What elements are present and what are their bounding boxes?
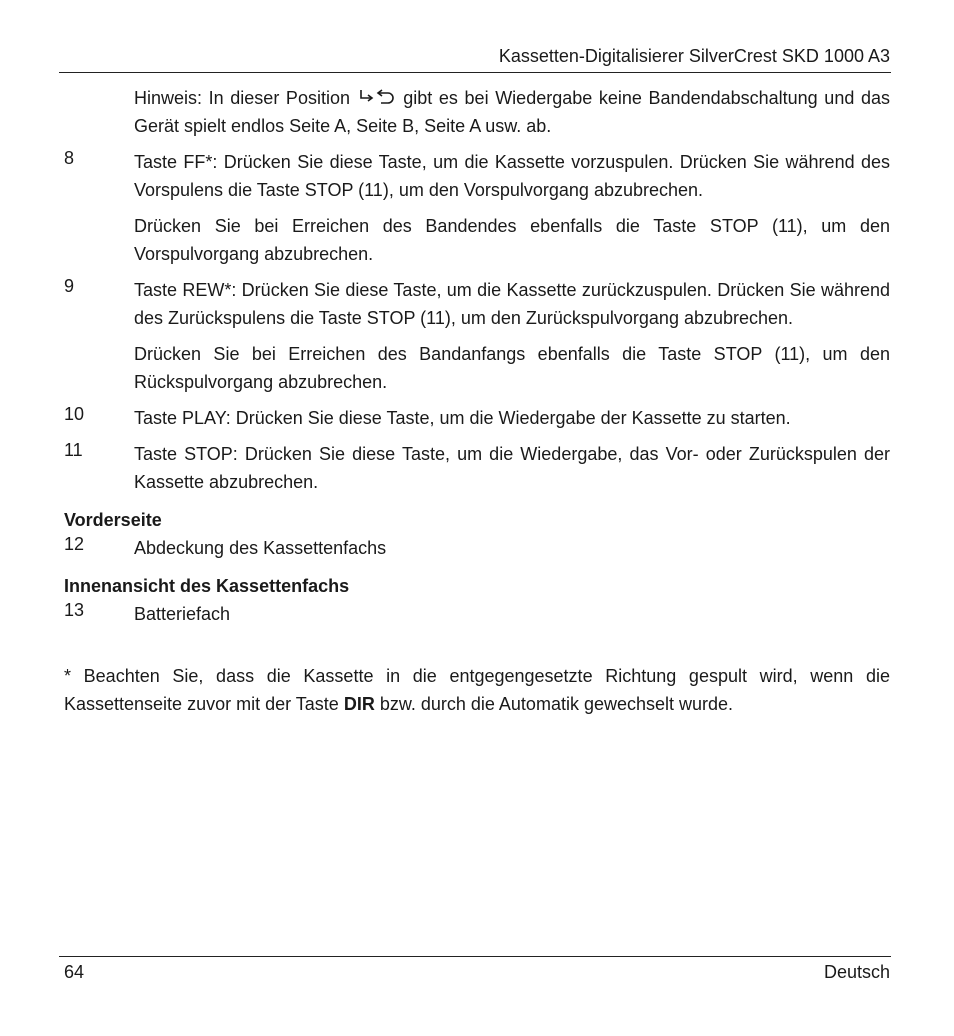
item-text: Batteriefach (134, 604, 231, 624)
item-8-note: Drücken Sie bei Erreichen des Bandendes ebenfalls die Taste STOP (11), um den Vorspulvorgang abzubrechen. (134, 216, 890, 264)
footer-language: Deutsch (823, 962, 890, 982)
item-number: 12 (64, 534, 85, 554)
hint-text-before: Hinweis: In dieser Position (134, 88, 350, 108)
footer-rule (59, 956, 891, 957)
footnote-text-before: * Beachten Sie, dass die Kassette in die entgegengesetzte Richtung gespult wird, wenn die Kassettenseite zuvor mit der Taste (64, 666, 890, 714)
item-number: 10 (64, 404, 85, 424)
item-text: Taste PLAY: Drücken Sie diese Taste, um die Wiedergabe der Kassette zu starten. (134, 408, 791, 428)
running-header-title: Kassetten-Digitalisierer SilverCrest SKD 1000 A3 (498, 46, 890, 66)
hint-paragraph (64, 84, 890, 140)
page-body (64, 84, 890, 718)
page-number: 64 (64, 962, 85, 982)
item-number: 11 (64, 440, 83, 460)
list-item-9 (64, 276, 890, 332)
item-number: 13 (64, 600, 85, 620)
item-text: Taste REW*: Drücken Sie diese Taste, um die Kassette zurückzuspulen. Drücken Sie während des Zurückspulens die Taste STOP (11), um den Zurückspulvorgang abzubrechen. (134, 280, 890, 328)
list-item-11 (64, 440, 890, 496)
item-number: 9 (64, 276, 75, 296)
item-text: Abdeckung des Kassettenfachs (134, 538, 387, 558)
section-heading-vorderseite: Vorderseite (64, 510, 162, 530)
loop-mode-icon (357, 86, 397, 104)
item-number: 8 (64, 148, 75, 168)
footnote (64, 662, 890, 718)
item-text: Taste FF*: Drücken Sie diese Taste, um die Kassette vorzuspulen. Drücken Sie während des Vorspulens die Taste STOP (11), um den Vorspulvorgang abzubrechen. (134, 152, 890, 200)
list-item-10 (64, 404, 890, 432)
footnote-dir-key: DIR (343, 694, 375, 714)
list-item-8 (64, 148, 890, 204)
footnote-text-after: bzw. durch die Automatik gewechselt wurde. (379, 694, 734, 714)
item-text: Taste STOP: Drücken Sie diese Taste, um die Wiedergabe, das Vor- oder Zurückspulen der Kassette abzubrechen. (134, 444, 890, 492)
header-rule (59, 72, 891, 73)
list-item-12 (64, 534, 890, 562)
section-heading-innenansicht: Innenansicht des Kassettenfachs (64, 576, 350, 596)
hint-text-after: gibt es bei Wiedergabe keine Bandendabschaltung und das Gerät spielt endlos Seite A, Seite B, Seite A usw. ab. (134, 88, 890, 136)
item-9-note: Drücken Sie bei Erreichen des Bandanfangs ebenfalls die Taste STOP (11), um den Rückspulvorgang abzubrechen. (134, 344, 890, 392)
list-item-13 (64, 600, 890, 628)
